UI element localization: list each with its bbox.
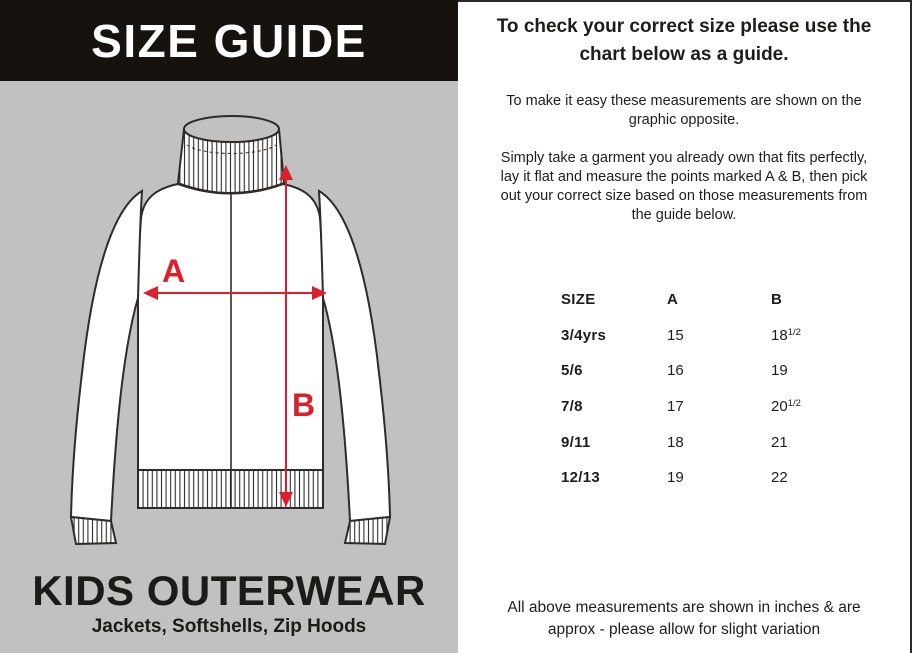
col-header-size: SIZE (561, 291, 596, 309)
cell-a: 15 (667, 326, 684, 344)
measure-instructions: Simply take a garment you already own that fits perfectly, lay it flat and measure the points marked A & B, then pick out your correct size based on those measurements from the guide below. (500, 150, 868, 223)
instructions-panel (458, 0, 912, 653)
right-cuff-rib (345, 517, 390, 544)
cell-a: 17 (667, 398, 684, 416)
fraction-suffix: 1/2 (787, 326, 801, 338)
cell-b: $20^{1/2}$ (771, 398, 801, 416)
cell-a: 16 (667, 362, 684, 380)
garment-panel (0, 81, 458, 653)
right-sleeve (319, 191, 390, 521)
footnote: All above measurements are shown in inches & are approx - please allow for slight variation (507, 599, 861, 638)
cell-b: 21 (771, 433, 788, 451)
category-subtitle: Jackets, Softshells, Zip Hoods (91, 616, 367, 637)
cell-size: 9/11 (561, 433, 591, 451)
cell-b: $18^{1/2}$ (771, 326, 801, 344)
col-header-a: A (667, 291, 679, 309)
cell-size: 5/6 (561, 362, 583, 380)
cell-b: 19 (771, 362, 788, 380)
garment-diagram (58, 113, 403, 545)
table-row (561, 424, 881, 460)
col-header-b: B (771, 291, 783, 309)
cell-a: 19 (667, 469, 684, 487)
table-row (561, 353, 881, 389)
intro-text: To make it easy these measurements are shown on the graphic opposite. (506, 93, 862, 128)
fraction-suffix: 1/2 (787, 398, 801, 410)
size-table (561, 282, 881, 496)
collar (178, 116, 284, 193)
cell-b: 22 (771, 469, 788, 487)
cell-size: 3/4yrs (561, 326, 607, 344)
instructions-heading: To check your correct size please use the chart below as a guide. (496, 16, 872, 65)
page-title: SIZE GUIDE (91, 14, 367, 67)
cell-size: 7/8 (561, 398, 583, 416)
left-sleeve (71, 191, 142, 521)
cell-a: 18 (667, 433, 684, 451)
category-title: KIDS OUTERWEAR (32, 567, 426, 614)
measurement-label-a: A (162, 253, 186, 289)
table-row (561, 318, 881, 354)
size-table-header (561, 282, 881, 318)
cell-size: 12/13 (561, 469, 601, 487)
left-column (0, 0, 458, 653)
measurement-label-b: B (292, 387, 316, 423)
left-cuff-rib (71, 517, 116, 544)
table-row (561, 460, 881, 496)
garment-illustration (58, 113, 403, 545)
table-row (561, 389, 881, 425)
size-guide-header (0, 0, 458, 81)
